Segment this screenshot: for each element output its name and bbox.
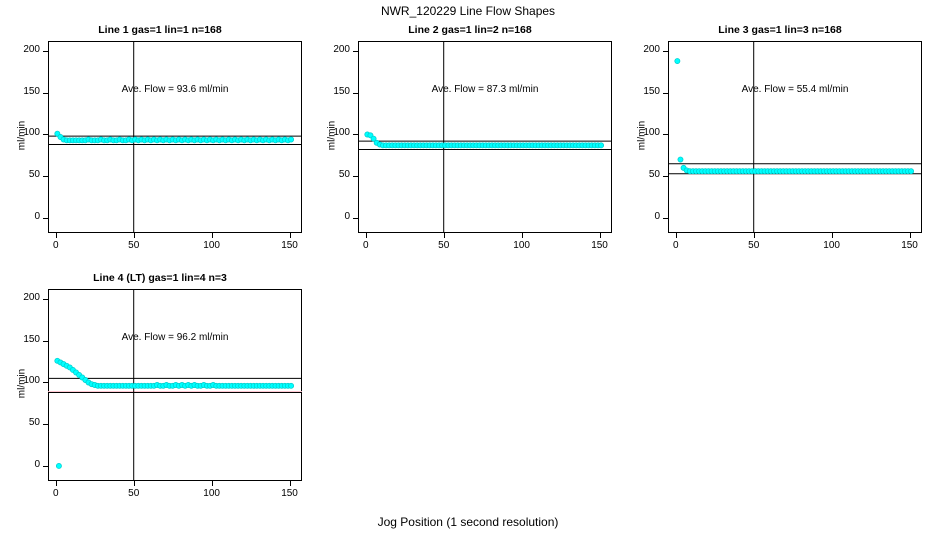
y-tick-label: 100: [23, 127, 40, 139]
y-tick-mark: [43, 424, 48, 425]
y-tick-label: 150: [23, 85, 40, 97]
x-tick-label: 50: [128, 240, 140, 251]
y-tick-label: 50: [648, 169, 660, 181]
data-layer: [48, 41, 302, 233]
y-tick-label: 0: [654, 210, 660, 222]
x-tick-mark: [290, 481, 291, 486]
data-point: [598, 143, 603, 148]
y-tick-mark: [663, 93, 668, 94]
series-container: [48, 289, 302, 481]
panel-title: Line 2 gas=1 lin=2 n=168: [408, 24, 532, 36]
y-tick-mark: [663, 134, 668, 135]
data-point: [288, 383, 293, 388]
panel-title: Line 3 gas=1 lin=3 n=168: [718, 24, 842, 36]
x-tick-mark: [134, 481, 135, 486]
x-tick-mark: [56, 481, 57, 486]
figure-x-axis-label: Jog Position (1 second resolution): [377, 515, 559, 529]
data-layer: [48, 289, 302, 481]
x-tick-mark: [212, 481, 213, 486]
x-tick-mark: [910, 233, 911, 238]
x-tick-label: 100: [823, 240, 840, 251]
y-tick-mark: [43, 218, 48, 219]
x-tick-mark: [290, 233, 291, 238]
panel-title: Line 1 gas=1 lin=1 n=168: [98, 24, 222, 36]
x-tick-label: 150: [281, 240, 298, 251]
series-container: [358, 41, 612, 233]
x-tick-mark: [522, 233, 523, 238]
y-axis-label: ml/min: [636, 120, 648, 151]
x-tick-mark: [56, 233, 57, 238]
data-point: [675, 58, 680, 63]
average-flow-annotation: Ave. Flow = 96.2 ml/min: [121, 332, 229, 344]
x-tick-label: 0: [363, 240, 369, 251]
x-tick-label: 150: [591, 240, 608, 251]
panel-title: Line 4 (LT) gas=1 lin=4 n=3: [93, 272, 227, 284]
x-tick-label: 0: [53, 488, 59, 499]
figure-title: NWR_120229 Line Flow Shapes: [380, 4, 556, 18]
y-tick-mark: [353, 176, 358, 177]
y-tick-mark: [663, 218, 668, 219]
y-tick-label: 150: [23, 333, 40, 345]
x-tick-label: 50: [748, 240, 760, 251]
chart-panel-line-3: [630, 24, 930, 279]
y-tick-label: 100: [643, 127, 660, 139]
y-tick-label: 200: [333, 44, 350, 56]
y-tick-mark: [353, 218, 358, 219]
series-container: [48, 41, 302, 233]
y-tick-mark: [43, 341, 48, 342]
y-tick-label: 200: [643, 44, 660, 56]
y-tick-mark: [43, 299, 48, 300]
x-tick-label: 150: [901, 240, 918, 251]
y-axis-label: ml/min: [326, 120, 338, 151]
data-point: [678, 157, 683, 162]
data-layer: [668, 41, 922, 233]
x-tick-mark: [134, 233, 135, 238]
y-tick-mark: [353, 93, 358, 94]
y-tick-label: 150: [643, 85, 660, 97]
x-tick-label: 50: [438, 240, 450, 251]
average-flow-annotation: Ave. Flow = 87.3 ml/min: [431, 84, 539, 96]
y-tick-mark: [43, 93, 48, 94]
x-tick-mark: [212, 233, 213, 238]
y-tick-label: 200: [23, 44, 40, 56]
y-tick-label: 200: [23, 292, 40, 304]
x-tick-mark: [754, 233, 755, 238]
x-tick-mark: [366, 233, 367, 238]
chart-panel-line-1: [10, 24, 310, 279]
series-container: [668, 41, 922, 233]
y-tick-label: 50: [28, 169, 40, 181]
average-flow-annotation: Ave. Flow = 93.6 ml/min: [121, 84, 229, 96]
x-tick-label: 100: [203, 488, 220, 499]
average-flow-annotation: Ave. Flow = 55.4 ml/min: [741, 84, 849, 96]
data-point: [56, 463, 61, 468]
y-tick-mark: [663, 51, 668, 52]
data-point: [288, 137, 293, 142]
y-tick-mark: [353, 51, 358, 52]
y-tick-label: 0: [344, 210, 350, 222]
y-tick-label: 0: [34, 458, 40, 470]
data-layer: [358, 41, 612, 233]
y-tick-mark: [43, 382, 48, 383]
y-tick-label: 0: [34, 210, 40, 222]
y-axis-label: ml/min: [16, 120, 28, 151]
x-tick-mark: [444, 233, 445, 238]
x-tick-label: 0: [53, 240, 59, 251]
y-tick-label: 150: [333, 85, 350, 97]
y-tick-mark: [43, 134, 48, 135]
y-tick-mark: [663, 176, 668, 177]
x-tick-label: 50: [128, 488, 140, 499]
y-tick-mark: [43, 51, 48, 52]
y-tick-label: 100: [333, 127, 350, 139]
y-tick-label: 50: [338, 169, 350, 181]
x-tick-label: 100: [513, 240, 530, 251]
x-tick-mark: [676, 233, 677, 238]
y-tick-mark: [43, 176, 48, 177]
x-tick-label: 150: [281, 488, 298, 499]
chart-panel-line-4: [10, 272, 310, 527]
y-tick-label: 100: [23, 375, 40, 387]
chart-panel-line-2: [320, 24, 620, 279]
x-tick-label: 100: [203, 240, 220, 251]
x-tick-mark: [832, 233, 833, 238]
x-tick-label: 0: [673, 240, 679, 251]
y-tick-mark: [43, 466, 48, 467]
data-point: [908, 169, 913, 174]
y-tick-mark: [353, 134, 358, 135]
y-tick-label: 50: [28, 417, 40, 429]
y-axis-label: ml/min: [16, 368, 28, 399]
x-tick-mark: [600, 233, 601, 238]
